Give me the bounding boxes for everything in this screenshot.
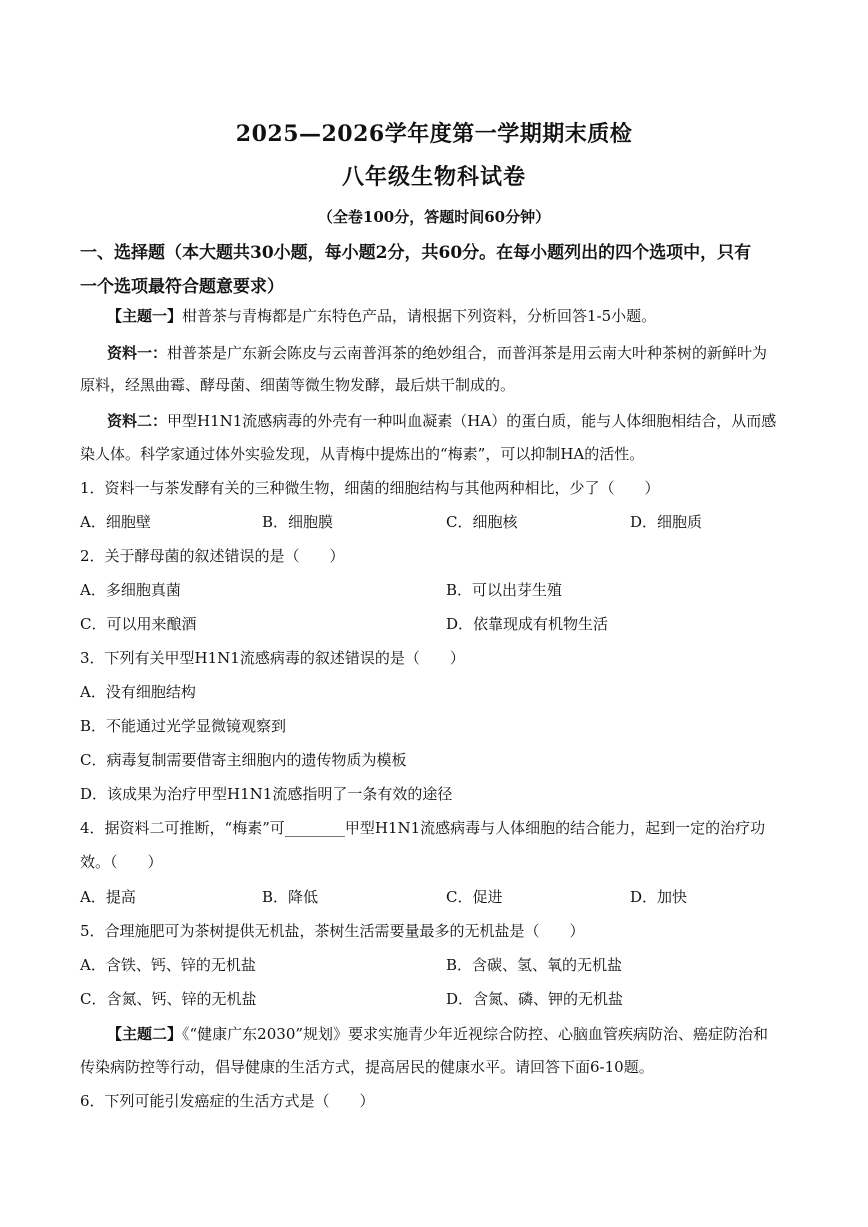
section-heading <box>80 236 800 304</box>
theme1-text: 柑普茶与青梅都是广东特色产品，请根据下列资料，分析回答1-5小题。 <box>182 307 657 325</box>
material1-label: 资料一： <box>107 344 168 362</box>
q3-option-b: B．不能通过光学显微镜观察到 <box>80 717 287 735</box>
question-6-stem: 6．下列可能引发癌症的生活方式是（ ） <box>80 1092 375 1110</box>
material1-text: 柑普茶是广东新会陈皮与云南普洱茶的绝妙组合，而普洱茶是用云南大叶种茶树的新鲜叶为 <box>167 344 768 362</box>
q3-option-a: A．没有细胞结构 <box>80 683 196 701</box>
q1-option-c: C．细胞核 <box>446 513 518 531</box>
q1-option-d: D．细胞质 <box>630 513 703 531</box>
q4-option-d: D．加快 <box>630 888 688 906</box>
material1-line1 <box>107 342 767 363</box>
theme1-intro <box>107 305 656 326</box>
q5-option-a: A．含铁、钙、锌的无机盐 <box>80 956 256 974</box>
q4-option-c: C．促进 <box>446 888 503 906</box>
q1-option-a: A．细胞壁 <box>80 513 151 531</box>
section-heading-line1: 一、选择题（本大题共30小题，每小题2分，共60分。在每小题列出的四个选项中，只有 <box>80 243 752 263</box>
q5-option-c: C．含氮、钙、锌的无机盐 <box>80 990 257 1008</box>
exam-note: （全卷100分，答题时间60分钟） <box>317 208 551 226</box>
material2-line1 <box>107 410 776 431</box>
q2-option-c: C．可以用来酿酒 <box>80 615 197 633</box>
question-5-stem: 5．合理施肥可为茶树提供无机盐，茶树生活需要量最多的无机盐是（ ） <box>80 922 585 940</box>
q1-option-b: B．细胞膜 <box>262 513 334 531</box>
question-4-stem-line2: 效。（ ） <box>80 853 163 871</box>
section-heading-line2: 一个选项最符合题意要求） <box>80 277 284 297</box>
exam-subtitle: 八年级生物科试卷 <box>341 164 526 190</box>
q5-option-b: B．含碳、氢、氧的无机盐 <box>446 956 623 974</box>
question-2-stem: 2．关于酵母菌的叙述错误的是（ ） <box>80 547 345 565</box>
question-1-stem: 1．资料一与茶发酵有关的三种微生物，细菌的细胞结构与其他两种相比，少了（ ） <box>80 479 660 497</box>
theme2-line2: 传染病防控等行动，倡导健康的生活方式，提高居民的健康水平。请回答下面6-10题。 <box>80 1058 654 1076</box>
q2-option-a: A．多细胞真菌 <box>80 581 181 599</box>
q3-option-d: D．该成果为治疗甲型H1N1流感指明了一条有效的途径 <box>80 785 453 803</box>
q4-option-a: A．提高 <box>80 888 136 906</box>
question-3-stem: 3．下列有关甲型H1N1流感病毒的叙述错误的是（ ） <box>80 649 465 667</box>
q2-option-d: D．依靠现成有机物生活 <box>446 615 609 633</box>
material1-line2: 原料，经黑曲霉、酵母菌、细菌等微生物发酵，最后烘干制成的。 <box>80 376 516 394</box>
q3-option-c: C．病毒复制需要借寄主细胞内的遗传物质为模板 <box>80 751 407 769</box>
question-4-stem-line1: 4．据资料二可推断，“梅素”可________甲型H1N1流感病毒与人体细胞的结合能力，起到一定的治疗功 <box>80 819 766 837</box>
theme1-label: 【主题一】 <box>107 307 183 325</box>
q2-option-b: B．可以出芽生殖 <box>446 581 563 599</box>
material2-line2: 染人体。科学家通过体外实验发现，从青梅中提炼出的“梅素”，可以抑制HA的活性。 <box>80 445 645 463</box>
theme2-line1 <box>107 1023 768 1044</box>
material2-text: 甲型H1N1流感病毒的外壳有一种叫血凝素（HA）的蛋白质，能与人体细胞相结合，从而感 <box>167 412 777 430</box>
material2-label: 资料二： <box>107 412 168 430</box>
theme2-label: 【主题二】 <box>107 1025 183 1043</box>
q5-option-d: D．含氮、磷、钾的无机盐 <box>446 990 624 1008</box>
q4-option-b: B．降低 <box>262 888 319 906</box>
exam-title: 2025—2026学年度第一学期期末质检 <box>235 121 633 147</box>
theme2-text: 《“健康广东2030”规划》要求实施青少年近视综合防控、心脑血管疾病防治、癌症防治和 <box>182 1025 769 1043</box>
